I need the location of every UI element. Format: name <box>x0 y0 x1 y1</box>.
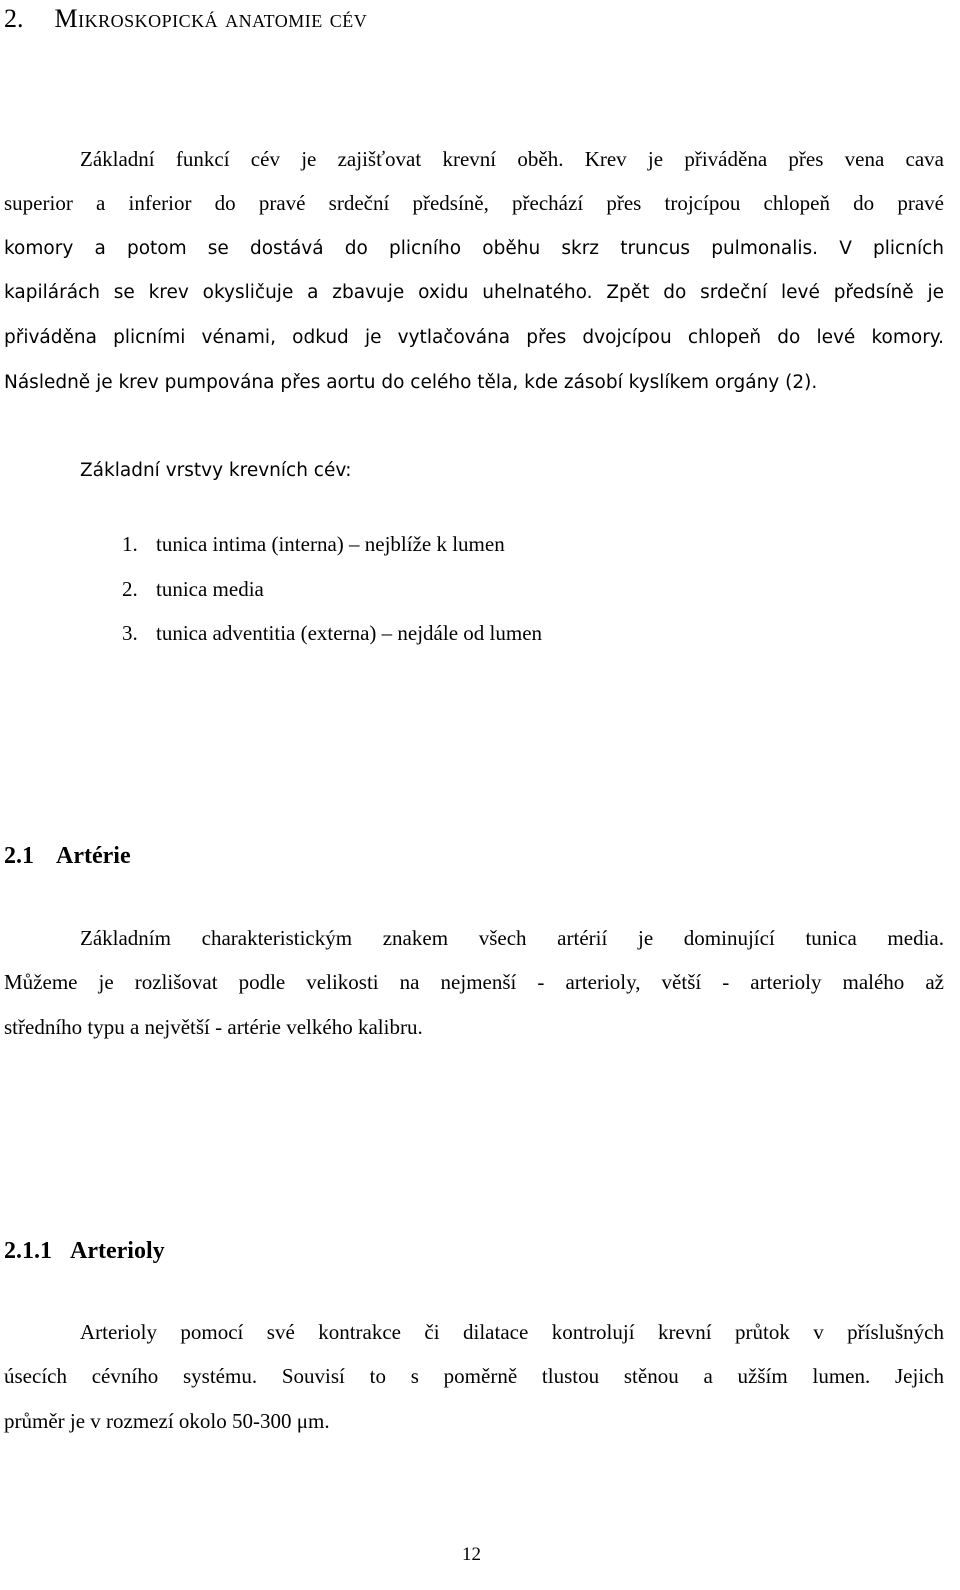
section-2-1-1-line-3: průměr je v rozmezí okolo 50-300 μm. <box>4 1409 330 1433</box>
intro-line-6: Následně je krev pumpována přes aortu do celého těla, kde zásobí kyslíkem orgány (2). <box>4 372 818 393</box>
section-heading-2-1-1 <box>4 1238 165 1265</box>
layers-heading: Základní vrstvy krevních cév: <box>80 460 352 481</box>
list-item <box>122 621 542 646</box>
section-number: 2.1 <box>4 843 34 869</box>
list-item <box>122 532 505 557</box>
list-item <box>122 577 264 602</box>
intro-line-5: přiváděna plicními vénami, odkud je vytlačována přes dvojcípou chlopeň do levé komory. <box>4 327 944 348</box>
section-title: Arterioly <box>70 1238 165 1264</box>
section-number: 2.1.1 <box>4 1238 52 1264</box>
section-2-1-1-line-1: Arterioly pomocí své kontrakce či dilatace kontrolují krevní průtok v příslušných <box>80 1320 944 1344</box>
intro-line-2: superior a inferior do pravé srdeční předsíně, přechází přes trojcípou chlopeň do pravé <box>4 191 944 215</box>
section-2-1-line-2: Můžeme je rozlišovat podle velikosti na nejmenší - arterioly, větší - arterioly malého až <box>4 970 944 994</box>
chapter-heading <box>4 4 367 34</box>
intro-line-4: kapilárách se krev okysličuje a zbavuje oxidu uhelnatého. Zpět do srdeční levé předsíně je <box>4 282 944 303</box>
section-2-1-line-3: středního typu a největší - artérie velkého kalibru. <box>4 1015 423 1039</box>
chapter-title: Mikroskopická anatomie cév <box>54 4 368 33</box>
list-text: tunica media <box>156 577 264 601</box>
section-2-1-line-1: Základním charakteristickým znakem všech artérií je dominující tunica media. <box>80 926 944 950</box>
list-number: 2. <box>122 577 138 601</box>
list-number: 1. <box>122 532 138 556</box>
list-text: tunica intima (interna) – nejblíže k lumen <box>156 532 505 556</box>
chapter-number: 2. <box>4 4 24 33</box>
list-text: tunica adventitia (externa) – nejdále od lumen <box>156 621 543 645</box>
section-2-1-1-line-2: úsecích cévního systému. Souvisí to s poměrně tlustou stěnou a užším lumen. Jejich <box>4 1364 944 1388</box>
page-number: 12 <box>462 1544 481 1565</box>
section-title: Artérie <box>56 843 131 869</box>
list-number: 3. <box>122 621 138 645</box>
intro-line-3: komory a potom se dostává do plicního oběhu skrz truncus pulmonalis. V plicních <box>4 238 944 259</box>
section-heading-2-1 <box>4 843 131 870</box>
intro-line-1: Základní funkcí cév je zajišťovat krevní oběh. Krev je přiváděna přes vena cava <box>80 147 944 171</box>
